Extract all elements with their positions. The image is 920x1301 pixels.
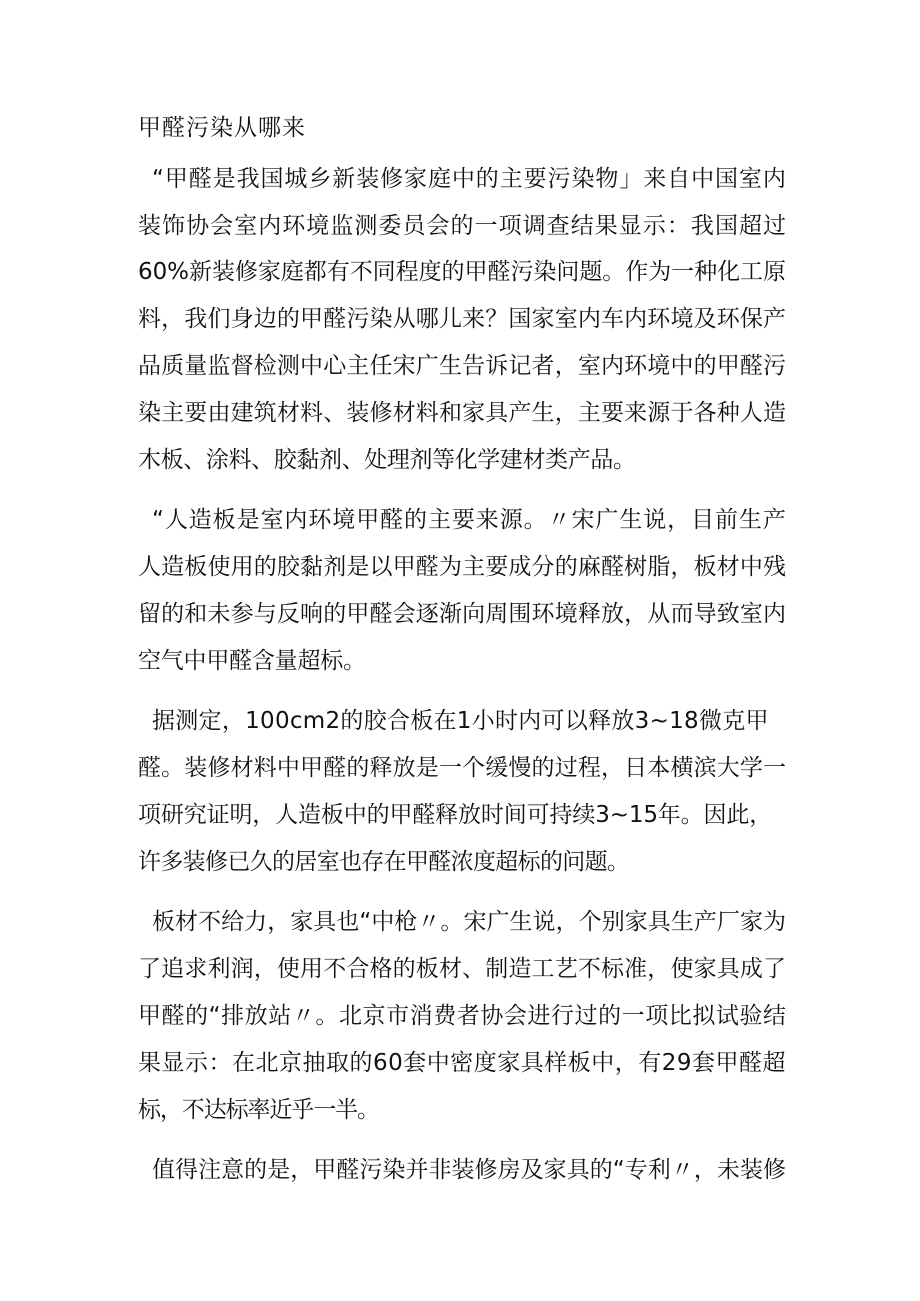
document-title: 甲醛污染从哪来 [138, 115, 306, 141]
paragraph-line: 项研究证明，人造板中的甲醛释放时间可持续3~15年。因此， [138, 802, 773, 828]
paragraph-line: 人造板使用的胶黏剂是以甲醛为主要成分的麻醛树脂，板材中残 [138, 554, 787, 580]
paragraph-line: 木板、涂料、胶黏剂、处理剂等化学建材类产品。 [138, 447, 636, 473]
paragraph-line: 品质量监督检测中心主任宋广生告诉记者，室内环境中的甲醛污 [138, 353, 787, 379]
paragraph-line: 值得注意的是，甲醛污染并非装修房及家具的“专利〃，未装修 [152, 1157, 787, 1183]
paragraph-line: 60%新装修家庭都有不同程度的甲醛污染问题。作为一种化工原 [138, 259, 786, 285]
paragraph-line: 据测定，100cm2的胶合板在1小时内可以释放3~18微克甲 [152, 708, 769, 734]
paragraph-line: 标，不达标率近乎一半。 [138, 1097, 379, 1123]
paragraph-line: 醛。装修材料中甲醛的释放是一个缓慢的过程，日本横滨大学一 [138, 755, 787, 781]
paragraph-line: 甲醛的“排放站〃。北京市消费者协会进行过的一项比拟试验结 [138, 1003, 787, 1029]
paragraph-line: 了追求利润，使用不合格的板材、制造工艺不标准，使家具成了 [138, 956, 787, 982]
paragraph-line: 装饰协会室内环境监测委员会的一项调查结果显示：我国超过 [138, 213, 788, 239]
paragraph-line: 果显示：在北京抽取的60套中密度家具样板中，有29套甲醛超 [138, 1050, 787, 1076]
paragraph-line: 留的和未参与反响的甲醛会逐渐向周围环境释放，从而导致室内 [138, 601, 787, 627]
paragraph-line: 染主要由建筑材料、装修材料和家具产生，主要来源于各种人造 [138, 400, 787, 426]
paragraph-line: “人造板是室内环境甲醛的主要来源。〃宋广生说，目前生产 [152, 507, 787, 533]
paragraph-line: 许多装修已久的居室也存在甲醛浓度超标的问题。 [138, 849, 630, 875]
paragraph-line: “甲醛是我国城乡新装修家庭中的主要污染物」来自中国室内 [152, 166, 787, 192]
paragraph-line: 空气中甲醛含量超标。 [138, 648, 366, 674]
paragraph-line: 板材不给力，家具也“中枪〃。宋广生说，个别家具生产厂家为 [152, 909, 787, 935]
paragraph-line: 料，我们身边的甲醛污染从哪儿来？国家室内车内环境及环保产 [138, 306, 787, 332]
